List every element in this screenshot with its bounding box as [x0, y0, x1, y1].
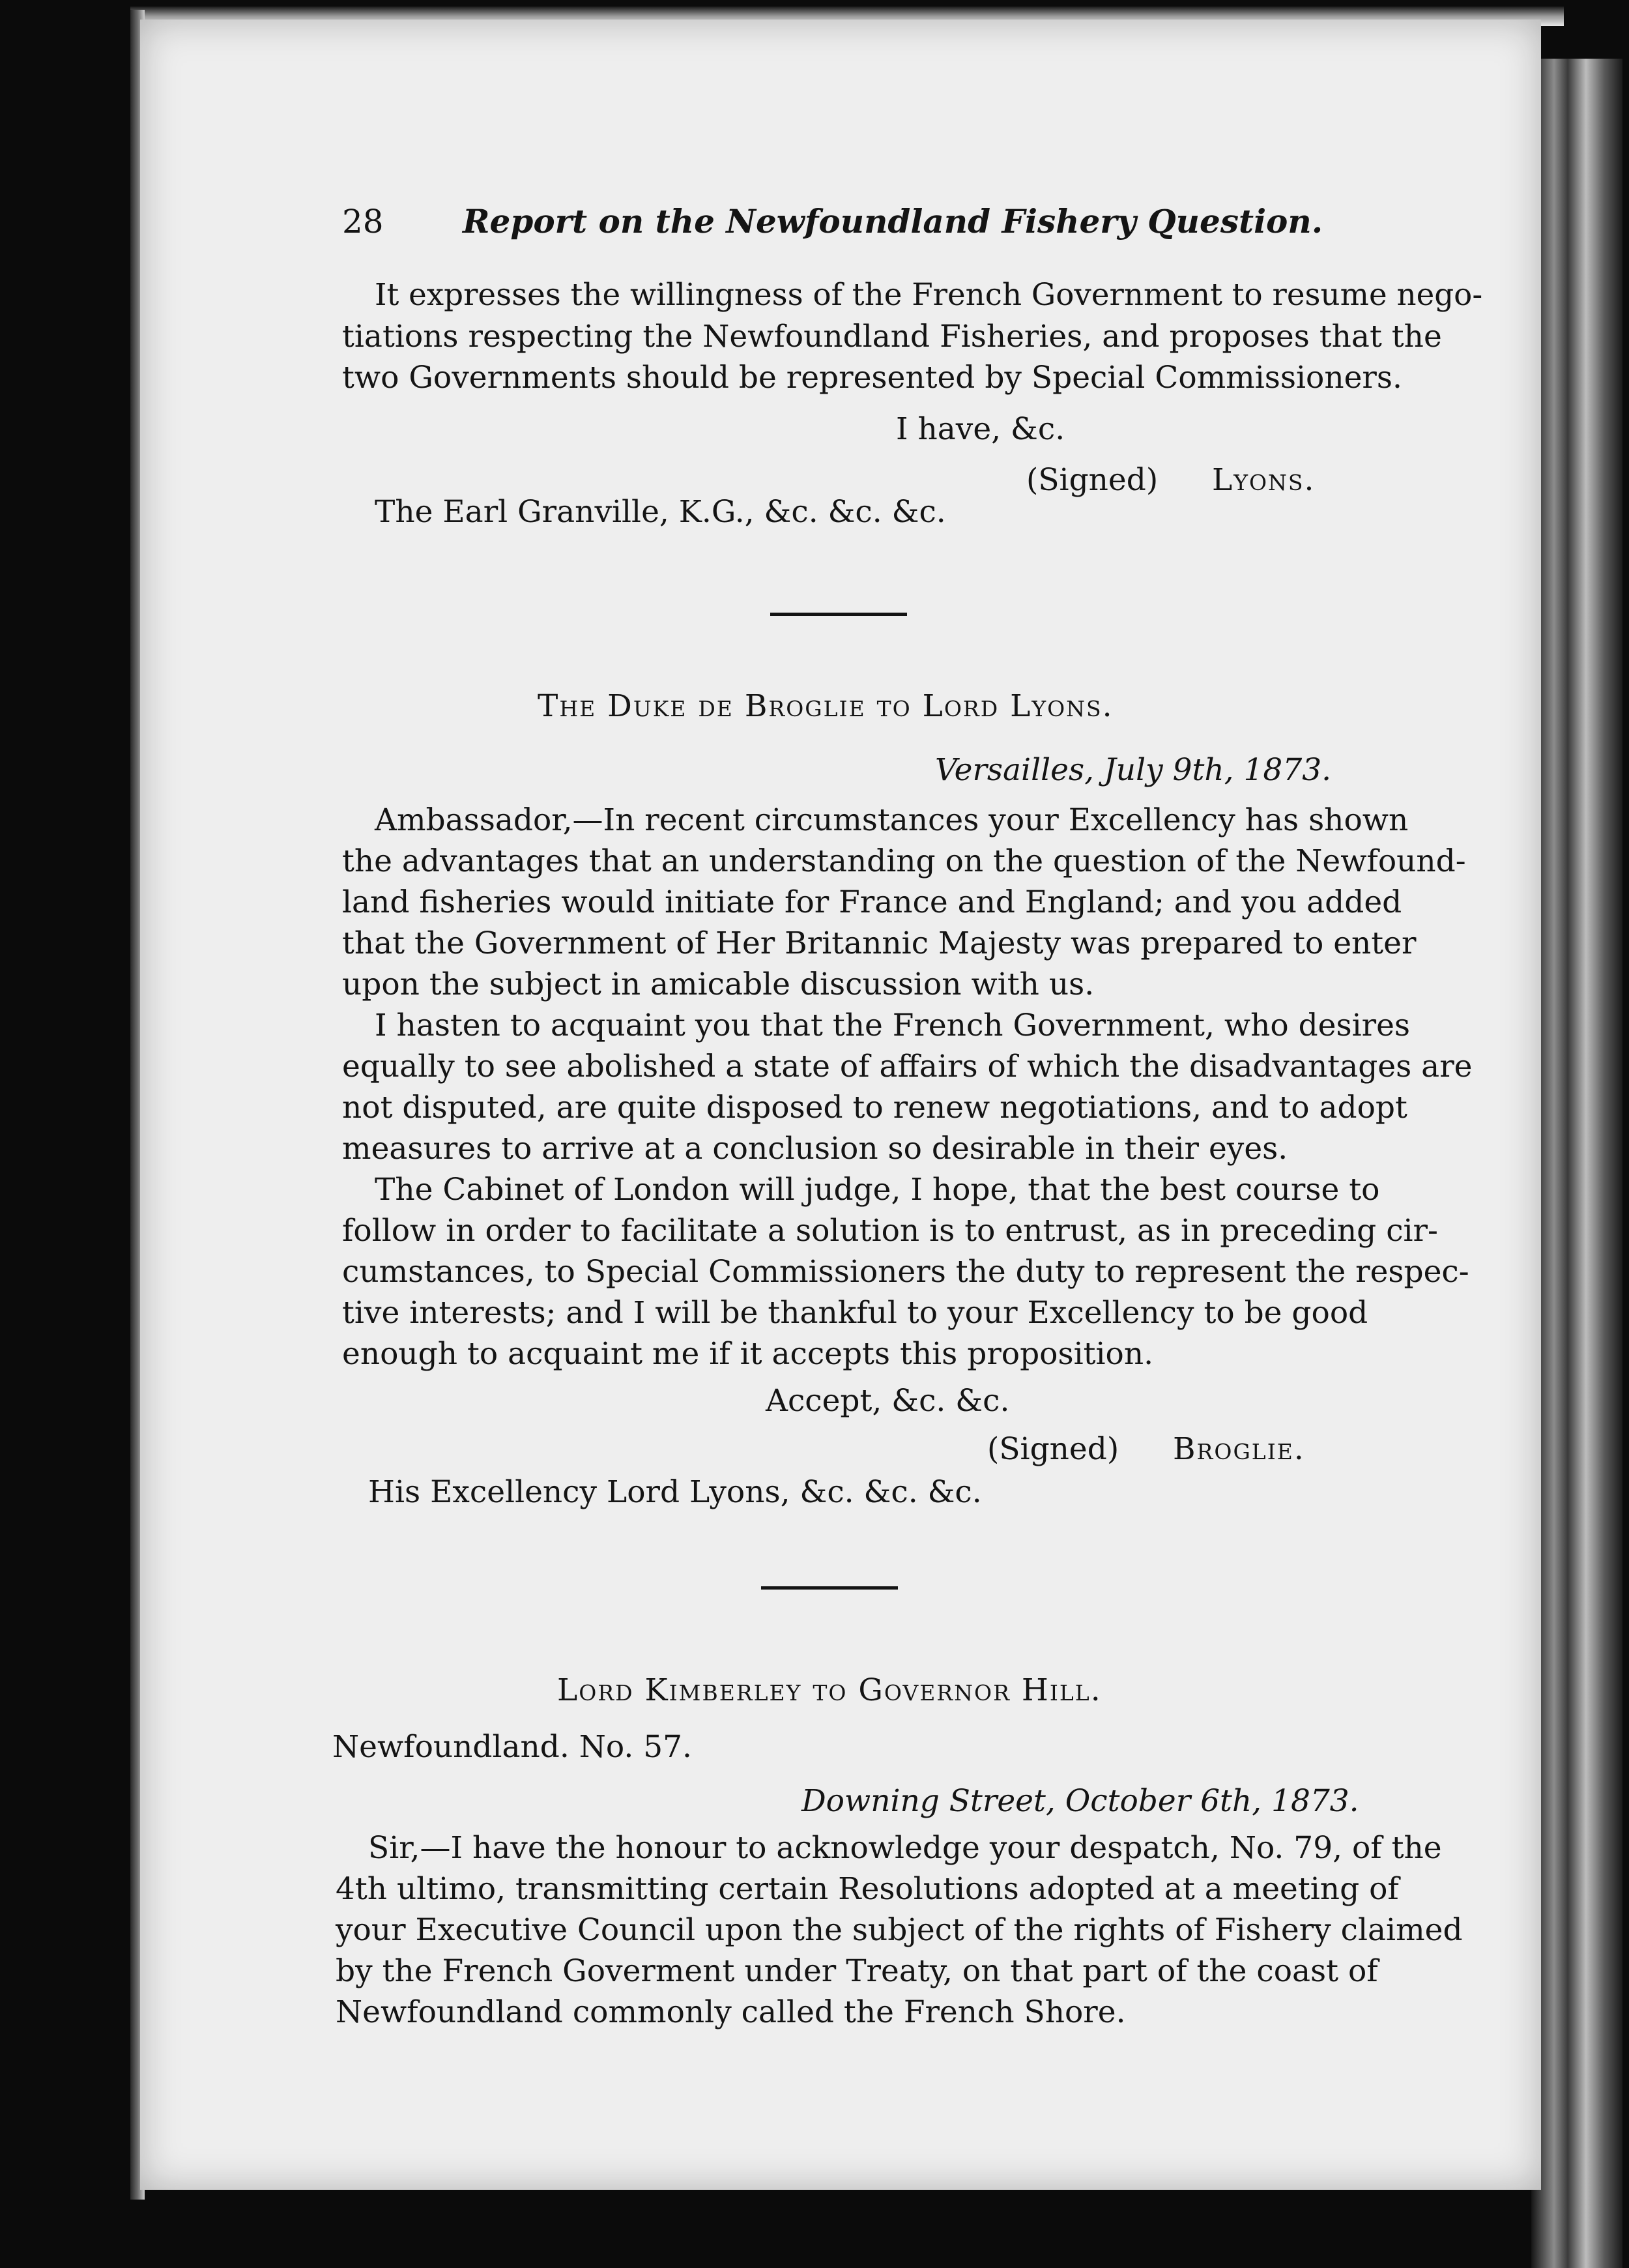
body-line: follow in order to facilitate a solution is to entrust, as in preceding cir- [342, 1213, 1438, 1249]
letter-closing: I have, &c. [896, 411, 1065, 447]
letter-closing: Accept, &c. &c. [766, 1383, 1010, 1419]
addressee: The Earl Granville, K.G., &c. &c. &c. [375, 494, 946, 530]
book-spine-strip [1531, 59, 1622, 2268]
body-line: The Cabinet of London will judge, I hope, that the best course to [375, 1172, 1380, 1208]
body-line: not disputed, are quite disposed to renew negotiations, and to adopt [342, 1090, 1407, 1126]
body-line: tiations respecting the Newfoundland Fisheries, and proposes that the [342, 319, 1442, 355]
body-line: two Governments should be represented by Special Commissioners. [342, 360, 1402, 396]
letter-heading: The Duke de Broglie to Lord Lyons. [538, 688, 1114, 724]
body-line: 4th ultimo, transmitting certain Resolutions adopted at a meeting of [336, 1871, 1399, 1907]
reference-number: Newfoundland. No. 57. [332, 1729, 692, 1765]
signed-label: (Signed) [1026, 462, 1159, 498]
section-divider [770, 613, 907, 616]
body-line: It expresses the willingness of the French Government to resume nego- [375, 278, 1483, 313]
section-divider [761, 1586, 898, 1590]
body-line: measures to arrive at a conclusion so desirable in their eyes. [342, 1131, 1288, 1167]
running-title: Report on the Newfoundland Fishery Question. [463, 202, 1323, 240]
signed-label: (Signed) [987, 1431, 1119, 1467]
page-number: 28 [342, 203, 384, 240]
dateline: Downing Street, October 6th, 1873. [801, 1783, 1359, 1819]
body-line: that the Government of Her Britannic Majesty was prepared to enter [342, 925, 1417, 961]
body-line: I hasten to acquaint you that the French Government, who desires [375, 1008, 1411, 1043]
signer-name: Broglie. [1173, 1431, 1305, 1467]
body-line: upon the subject in amicable discussion with us. [342, 967, 1095, 1002]
signer-name: Lyons. [1212, 462, 1316, 498]
body-line: by the French Goverment under Treaty, on that part of the coast of [336, 1953, 1378, 1989]
body-line: Newfoundland commonly called the French Shore. [336, 1994, 1126, 2030]
body-line: cumstances, to Special Commissioners the duty to represent the respec- [342, 1254, 1469, 1290]
dateline: Versailles, July 9th, 1873. [935, 752, 1332, 788]
body-line: Ambassador,—In recent circumstances your Excellency has shown [375, 802, 1409, 838]
document-page [140, 20, 1541, 2190]
letter-heading: Lord Kimberley to Governor Hill. [557, 1672, 1102, 1708]
body-line: equally to see abolished a state of affairs of which the disadvantages are [342, 1049, 1473, 1084]
body-line: enough to acquaint me if it accepts this proposition. [342, 1336, 1154, 1372]
body-line: the advantages that an understanding on the question of the Newfound- [342, 843, 1466, 879]
body-line: your Executive Council upon the subject of the rights of Fishery claimed [336, 1912, 1463, 1948]
body-line: Sir,—I have the honour to acknowledge your despatch, No. 79, of the [368, 1830, 1442, 1866]
body-line: tive interests; and I will be thankful to your Excellency to be good [342, 1295, 1368, 1331]
addressee: His Excellency Lord Lyons, &c. &c. &c. [368, 1474, 982, 1510]
body-line: land fisheries would initiate for France and England; and you added [342, 884, 1402, 920]
